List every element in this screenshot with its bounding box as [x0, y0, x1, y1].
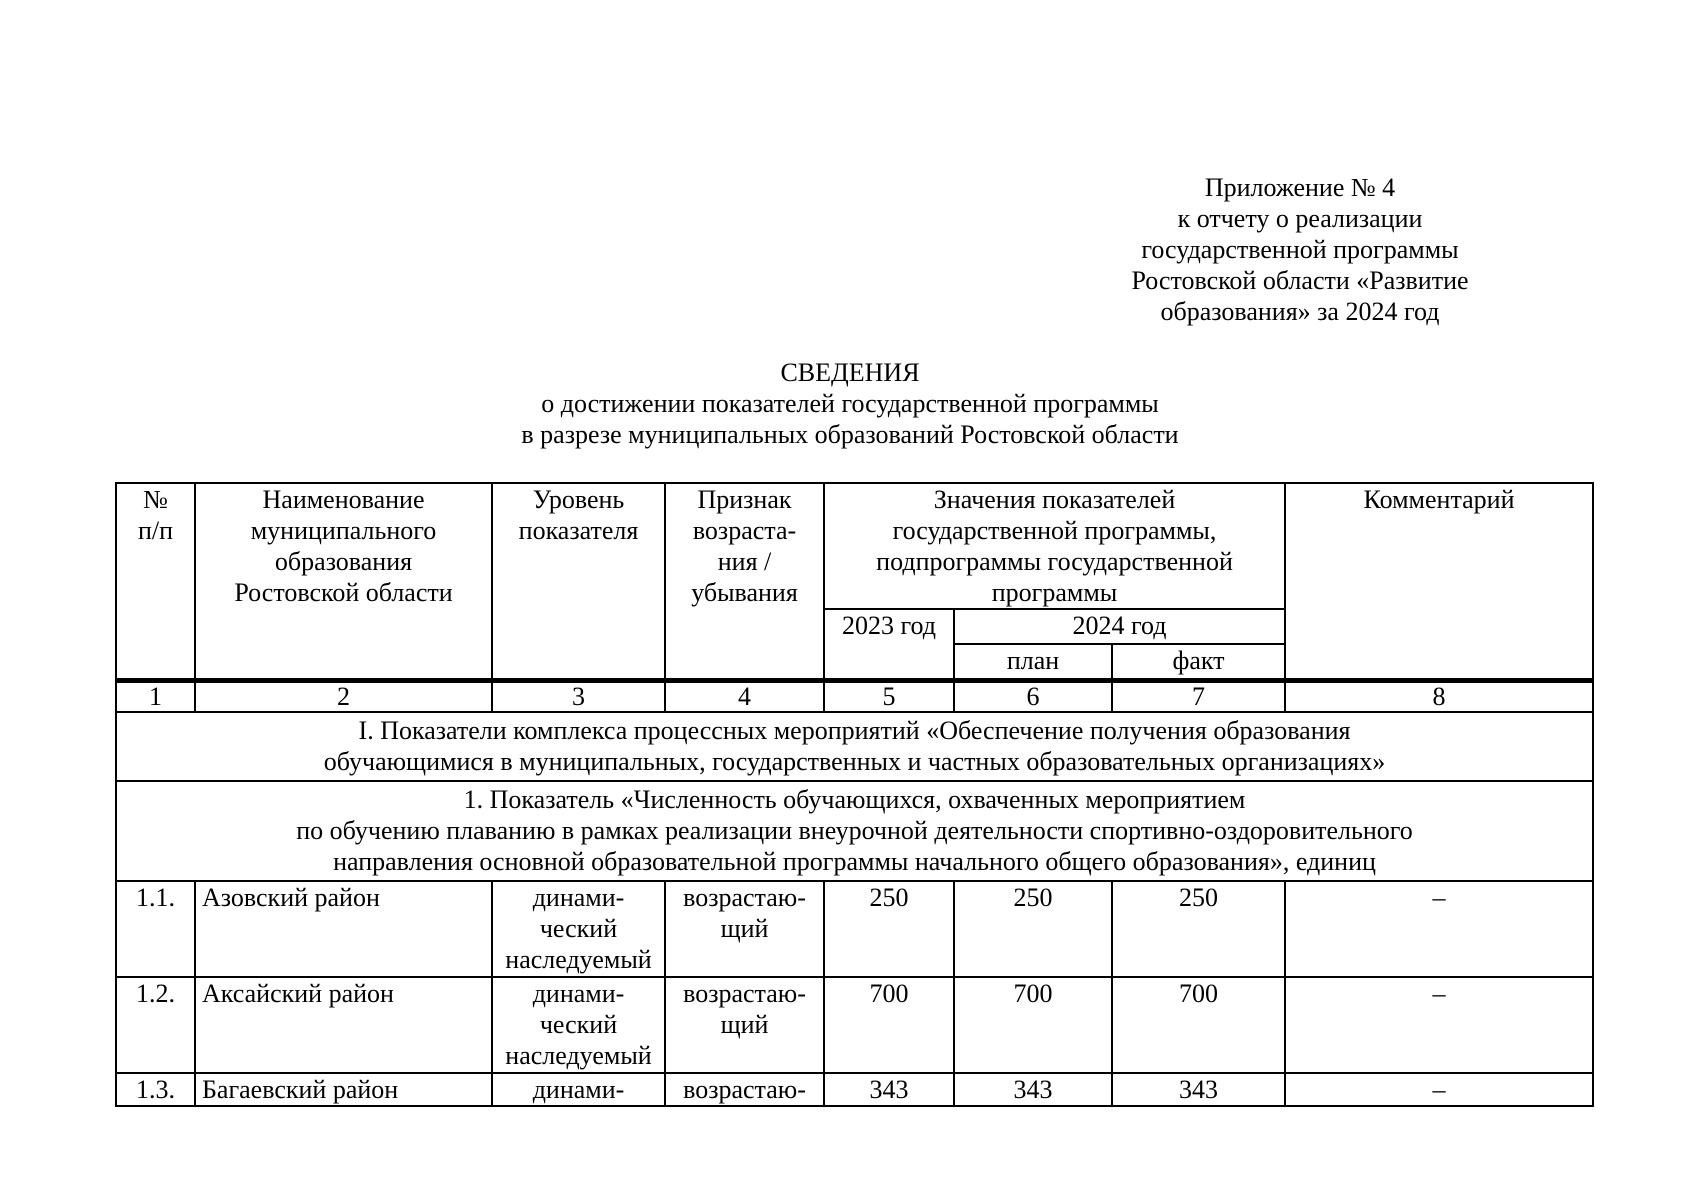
appendix-line: к отчету о реализации — [1177, 204, 1423, 233]
section-row — [116, 712, 1593, 781]
header-trend-line: убывания — [691, 578, 798, 607]
header-municipality — [195, 483, 492, 681]
row-value-2023: 250 — [824, 881, 954, 977]
row-comment: – — [1285, 977, 1593, 1073]
row-level-line: динами- — [532, 883, 625, 912]
table-row — [116, 977, 1593, 1073]
header-number-line: п/п — [137, 516, 174, 545]
header-values-line: Значения показателей — [933, 485, 1176, 514]
column-number: 8 — [1285, 681, 1593, 713]
table-row — [116, 881, 1593, 977]
header-trend — [665, 483, 824, 681]
column-number: 2 — [195, 681, 492, 713]
header-level-line: показателя — [518, 516, 639, 545]
header-year-2024: 2024 год — [954, 609, 1285, 644]
row-value-2023: 343 — [824, 1073, 954, 1106]
section-title-line: I. Показатели комплекса процессных мероприятий «Обеспечение получения образования — [358, 716, 1351, 745]
document-subtitle-line: о достижении показателей государственной программы — [541, 389, 1159, 418]
section-title — [116, 712, 1593, 781]
header-values-line: программы — [991, 578, 1118, 607]
row-value-plan: 343 — [954, 1073, 1112, 1106]
row-municipality: Багаевский район — [195, 1073, 492, 1106]
indicator-row — [116, 781, 1593, 881]
header-municipality-line: муниципального — [250, 516, 437, 545]
row-comment: – — [1285, 881, 1593, 977]
row-trend-line: щий — [720, 1010, 769, 1039]
row-trend-line: возрастаю- — [683, 883, 806, 912]
header-municipality-line: Наименование — [262, 485, 425, 514]
appendix-line: государственной программы — [1141, 235, 1459, 264]
column-number: 4 — [665, 681, 824, 713]
row-level-line: наследуемый — [505, 945, 652, 974]
appendix-line: образования» за 2024 год — [1160, 297, 1440, 326]
section-title-line: обучающимися в муниципальных, государственных и частных образовательных организациях» — [323, 747, 1386, 776]
row-number: 1.3. — [116, 1073, 195, 1106]
header-municipality-line: Ростовской области — [234, 578, 453, 607]
row-trend-line: возрастаю- — [683, 1075, 806, 1104]
header-fact: факт — [1112, 644, 1285, 681]
row-value-plan: 700 — [954, 977, 1112, 1073]
row-level-line: ческий — [539, 1010, 618, 1039]
row-comment: – — [1285, 1073, 1593, 1106]
row-trend — [665, 977, 824, 1073]
column-number: 1 — [116, 681, 195, 713]
header-level — [492, 483, 665, 681]
column-number: 5 — [824, 681, 954, 713]
indicator-title-line: направления основной образовательной программы начального общего образования», единиц — [333, 847, 1376, 876]
row-value-fact: 343 — [1112, 1073, 1285, 1106]
document-title: СВЕДЕНИЯ — [780, 358, 920, 387]
indicator-title-line: 1. Показатель «Численность обучающихся, охваченных мероприятием — [463, 785, 1246, 814]
column-number: 3 — [492, 681, 665, 713]
row-level — [492, 977, 665, 1073]
header-values-line: государственной программы, — [892, 516, 1217, 545]
header-trend-line: возраста- — [692, 516, 797, 545]
header-year-2023: 2023 год — [824, 609, 954, 681]
row-level — [492, 1073, 665, 1106]
column-number: 6 — [954, 681, 1112, 713]
row-municipality: Азовский район — [195, 881, 492, 977]
row-number: 1.1. — [116, 881, 195, 977]
document-heading — [250, 357, 1450, 450]
row-value-fact: 250 — [1112, 881, 1285, 977]
appendix-line: Приложение № 4 — [1204, 173, 1396, 202]
document-subtitle-line: в разрезе муниципальных образований Ростовской области — [521, 420, 1179, 449]
header-values-group — [824, 483, 1285, 609]
row-level-line: наследуемый — [505, 1041, 652, 1070]
row-number: 1.2. — [116, 977, 195, 1073]
header-number — [116, 483, 195, 681]
column-numbers-row — [116, 681, 1593, 713]
header-trend-line: Признак — [697, 485, 792, 514]
header-row — [116, 483, 1593, 609]
header-number-line: № — [143, 485, 168, 514]
header-trend-line: ния / — [717, 547, 772, 576]
row-value-plan: 250 — [954, 881, 1112, 977]
table-row — [116, 1073, 1593, 1106]
row-level-line: динами- — [532, 979, 625, 1008]
column-number: 7 — [1112, 681, 1285, 713]
header-municipality-line: образования — [274, 547, 413, 576]
header-level-line: Уровень — [532, 485, 625, 514]
header-values-line: подпрограммы государственной — [876, 547, 1233, 576]
row-trend — [665, 1073, 824, 1106]
row-value-fact: 700 — [1112, 977, 1285, 1073]
row-value-2023: 700 — [824, 977, 954, 1073]
row-trend — [665, 881, 824, 977]
indicator-title-line: по обучению плаванию в рамках реализации внеурочной деятельности спортивно-оздоровительного — [296, 816, 1413, 845]
row-municipality: Аксайский район — [195, 977, 492, 1073]
header-comment: Комментарий — [1285, 483, 1593, 681]
row-trend-line: возрастаю- — [683, 979, 806, 1008]
row-level — [492, 881, 665, 977]
header-plan: план — [954, 644, 1112, 681]
appendix-note — [1070, 172, 1530, 327]
appendix-line: Ростовской области «Развитие — [1131, 266, 1469, 295]
indicators-table — [115, 482, 1594, 1107]
row-level-line: динами- — [532, 1075, 625, 1104]
indicator-title — [116, 781, 1593, 881]
row-trend-line: щий — [720, 914, 769, 943]
row-level-line: ческий — [539, 914, 618, 943]
